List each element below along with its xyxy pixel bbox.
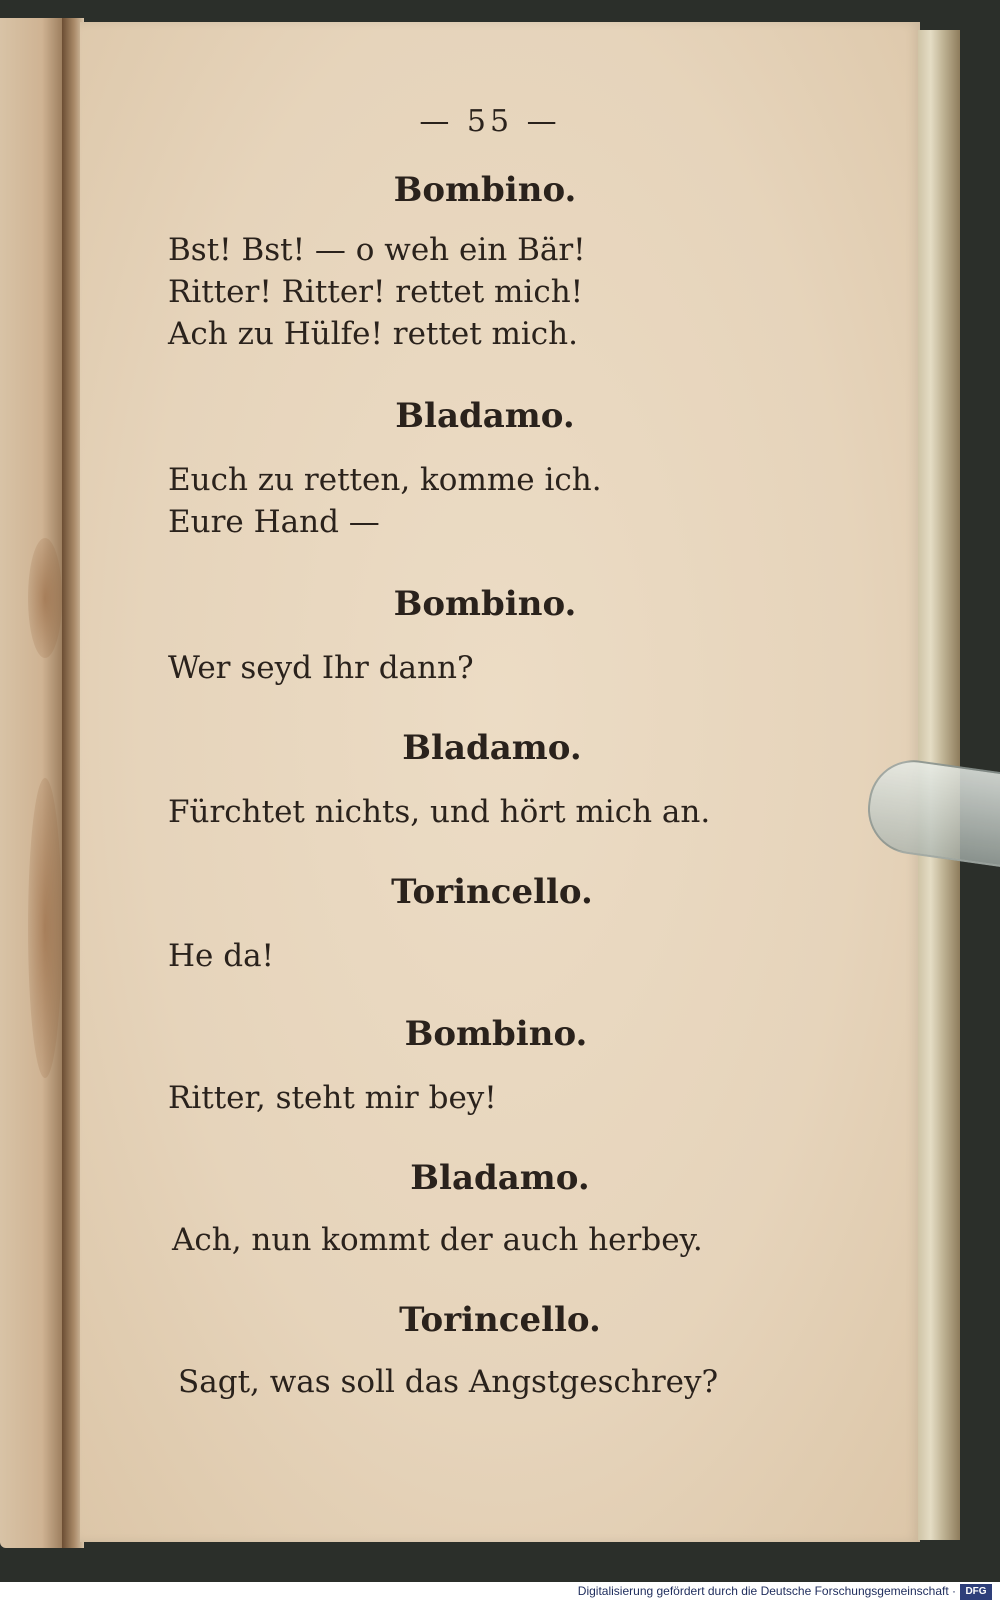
verse-line: Ach zu Hülfe! rettet mich. <box>168 316 578 352</box>
speaker-name: Bladamo. <box>402 728 582 768</box>
dfg-logo: DFG <box>960 1584 992 1600</box>
speaker-name: Torincello. <box>391 872 593 912</box>
speaker-name: Bombino. <box>393 170 577 210</box>
stain <box>28 538 62 658</box>
stain <box>28 778 62 1078</box>
page-number: — 55 — <box>419 104 561 139</box>
funding-credit: Digitalisierung gefördert durch die Deutsche Forschungsgemeinschaft · <box>577 1584 956 1598</box>
speaker-name: Bombino. <box>393 584 577 624</box>
verse-line: Eure Hand — <box>168 504 380 540</box>
verse-line: Wer seyd Ihr dann? <box>168 650 474 686</box>
verse-line: He da! <box>168 938 275 974</box>
verse-line: Fürchtet nichts, und hört mich an. <box>168 794 711 830</box>
verse-line: Ritter, steht mir bey! <box>168 1080 497 1116</box>
verse-line: Euch zu retten, komme ich. <box>168 462 602 498</box>
facing-page-edge <box>0 18 70 1548</box>
speaker-name: Bombino. <box>404 1014 588 1054</box>
verse-line: Sagt, was soll das Angstgeschrey? <box>178 1364 719 1400</box>
verse-line: Ritter! Ritter! rettet mich! <box>168 274 584 310</box>
verse-line: Ach, nun kommt der auch herbey. <box>172 1222 703 1258</box>
verse-line: Bst! Bst! — o weh ein Bär! <box>168 232 586 268</box>
speaker-name: Bladamo. <box>395 396 575 436</box>
speaker-name: Torincello. <box>399 1300 601 1340</box>
digitization-footer <box>0 1582 1000 1603</box>
speaker-name: Bladamo. <box>410 1158 590 1198</box>
